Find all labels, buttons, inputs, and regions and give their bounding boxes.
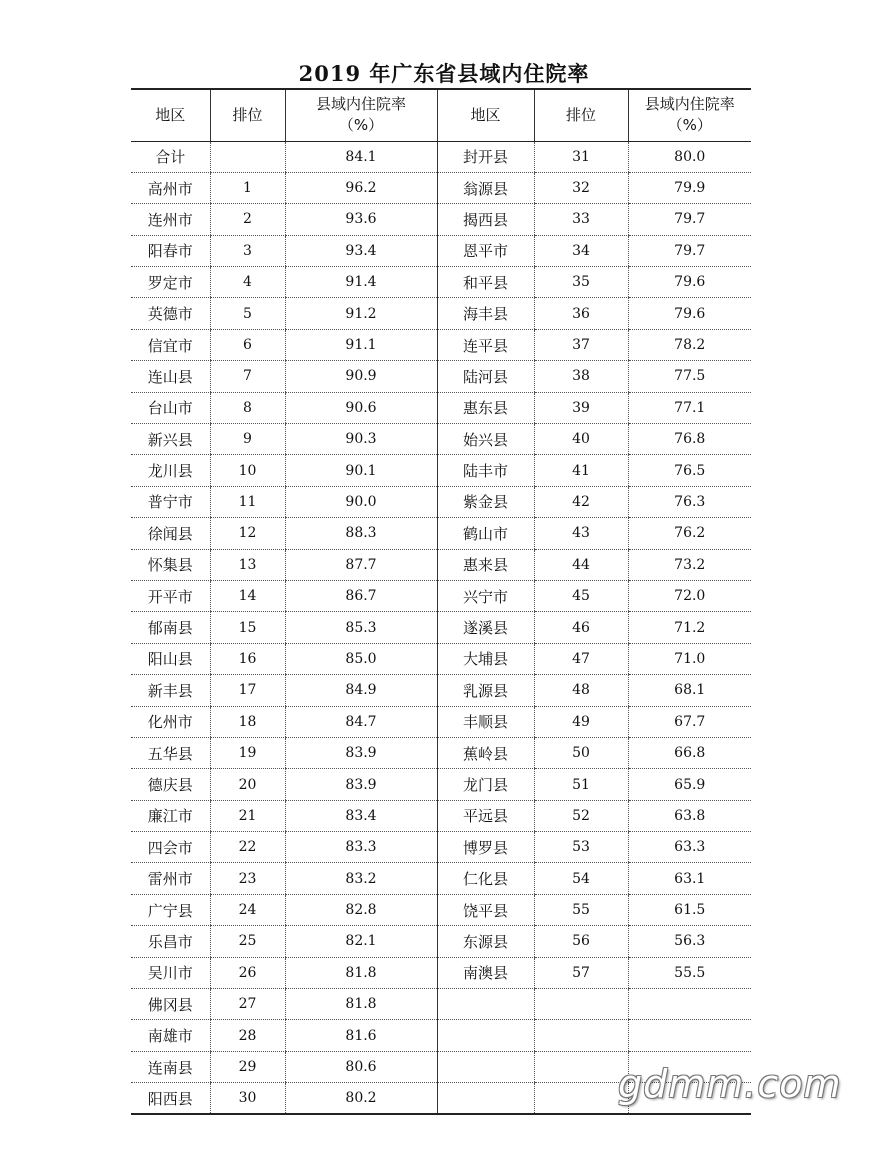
- table-row: [131, 392, 751, 423]
- rate-cell: 55.5: [628, 957, 751, 988]
- region-cell: 博罗县: [437, 832, 534, 863]
- rate-cell: 71.0: [628, 643, 751, 674]
- rank-cell: [534, 989, 628, 1020]
- table-row: [131, 518, 751, 549]
- rate-cell: 82.1: [285, 926, 437, 957]
- region-cell: 徐闻县: [131, 518, 210, 549]
- rank-cell: 6: [210, 329, 285, 360]
- region-cell: 连州市: [131, 204, 210, 235]
- table-row: [131, 549, 751, 580]
- rate-cell: 76.8: [628, 424, 751, 455]
- rank-cell: 29: [210, 1051, 285, 1082]
- region-cell: 东源县: [437, 926, 534, 957]
- region-cell: 惠来县: [437, 549, 534, 580]
- region-cell: 始兴县: [437, 424, 534, 455]
- table-row: [131, 643, 751, 674]
- rank-cell: 20: [210, 769, 285, 800]
- rate-cell: 81.8: [285, 989, 437, 1020]
- page-title: 2019 年广东省县域内住院率: [298, 61, 590, 86]
- region-cell: 南雄市: [131, 1020, 210, 1051]
- region-cell: 佛冈县: [131, 989, 210, 1020]
- rank-cell: 51: [534, 769, 628, 800]
- rank-cell: 36: [534, 298, 628, 329]
- region-cell: 南澳县: [437, 957, 534, 988]
- region-cell: 阳山县: [131, 643, 210, 674]
- rank-cell: 11: [210, 486, 285, 517]
- rate-cell: 80.2: [285, 1083, 437, 1114]
- rate-cell: 63.3: [628, 832, 751, 863]
- region-cell: 雷州市: [131, 863, 210, 894]
- region-cell: 兴宁市: [437, 580, 534, 611]
- table-row: [131, 769, 751, 800]
- rank-cell: 24: [210, 894, 285, 925]
- region-cell: 罗定市: [131, 267, 210, 298]
- rank-cell: 52: [534, 800, 628, 831]
- region-cell: 平远县: [437, 800, 534, 831]
- rank-cell: 43: [534, 518, 628, 549]
- rank-cell: 42: [534, 486, 628, 517]
- rate-cell: 83.9: [285, 769, 437, 800]
- rank-cell: 22: [210, 832, 285, 863]
- rate-cell: 83.9: [285, 737, 437, 768]
- rank-cell: 46: [534, 612, 628, 643]
- rank-cell: 30: [210, 1083, 285, 1114]
- rank-cell: 19: [210, 737, 285, 768]
- rank-cell: 34: [534, 235, 628, 266]
- table-row: [131, 832, 751, 863]
- rate-cell: 76.3: [628, 486, 751, 517]
- rate-cell: 90.6: [285, 392, 437, 423]
- rank-cell: 1: [210, 172, 285, 203]
- rank-cell: 47: [534, 643, 628, 674]
- rank-cell: 53: [534, 832, 628, 863]
- rank-cell: 33: [534, 204, 628, 235]
- rank-cell: [534, 1020, 628, 1051]
- table-row: [131, 737, 751, 768]
- region-cell: 连平县: [437, 329, 534, 360]
- rank-cell: 27: [210, 989, 285, 1020]
- table-row: [131, 455, 751, 486]
- rate-cell: 66.8: [628, 737, 751, 768]
- region-cell: 连山县: [131, 361, 210, 392]
- rank-cell: 28: [210, 1020, 285, 1051]
- rank-cell: 45: [534, 580, 628, 611]
- rate-cell: 93.6: [285, 204, 437, 235]
- site-watermark: gdmm.com: [618, 1062, 842, 1106]
- region-cell: 合计: [131, 141, 210, 172]
- rate-cell: 80.6: [285, 1051, 437, 1082]
- rate-cell: 77.5: [628, 361, 751, 392]
- rank-cell: 31: [534, 141, 628, 172]
- rank-cell: 12: [210, 518, 285, 549]
- rate-cell: 84.9: [285, 675, 437, 706]
- rank-cell: 16: [210, 643, 285, 674]
- rate-cell: 85.0: [285, 643, 437, 674]
- rank-cell: 7: [210, 361, 285, 392]
- rate-cell: 72.0: [628, 580, 751, 611]
- region-cell: 四会市: [131, 832, 210, 863]
- rank-cell: 49: [534, 706, 628, 737]
- table-row: [131, 957, 751, 988]
- region-cell: 乳源县: [437, 675, 534, 706]
- column-header-rank: 排位: [210, 89, 285, 141]
- rate-cell: 93.4: [285, 235, 437, 266]
- rate-cell: 85.3: [285, 612, 437, 643]
- region-cell: [437, 1020, 534, 1051]
- region-cell: 陆丰市: [437, 455, 534, 486]
- rate-cell: 79.7: [628, 235, 751, 266]
- table-row: [131, 675, 751, 706]
- region-cell: 广宁县: [131, 894, 210, 925]
- rank-cell: 8: [210, 392, 285, 423]
- rate-cell: 63.8: [628, 800, 751, 831]
- rank-cell: 41: [534, 455, 628, 486]
- region-cell: [437, 1051, 534, 1082]
- rate-header-line1: 县域内住院率: [644, 95, 735, 114]
- rank-cell: 37: [534, 329, 628, 360]
- table-row: [131, 894, 751, 925]
- rank-cell: 44: [534, 549, 628, 580]
- table-row: [131, 298, 751, 329]
- table-row: [131, 172, 751, 203]
- rank-cell: 25: [210, 926, 285, 957]
- rank-cell: 2: [210, 204, 285, 235]
- region-cell: 高州市: [131, 172, 210, 203]
- rate-cell: 61.5: [628, 894, 751, 925]
- rate-cell: 83.4: [285, 800, 437, 831]
- rate-cell: 81.8: [285, 957, 437, 988]
- rate-cell: 90.0: [285, 486, 437, 517]
- rate-cell: 90.3: [285, 424, 437, 455]
- rank-cell: 50: [534, 737, 628, 768]
- rate-cell: 91.2: [285, 298, 437, 329]
- table-row: [131, 926, 751, 957]
- rank-cell: 18: [210, 706, 285, 737]
- rank-cell: 40: [534, 424, 628, 455]
- rate-cell: 80.0: [628, 141, 751, 172]
- region-cell: 遂溪县: [437, 612, 534, 643]
- rate-cell: [628, 1020, 751, 1051]
- region-cell: 鹤山市: [437, 518, 534, 549]
- table-row: [131, 706, 751, 737]
- region-cell: 翁源县: [437, 172, 534, 203]
- table-header-row: [131, 89, 751, 141]
- region-cell: 怀集县: [131, 549, 210, 580]
- table-row: [131, 235, 751, 266]
- rank-cell: [534, 1051, 628, 1082]
- region-cell: 廉江市: [131, 800, 210, 831]
- rate-cell: 56.3: [628, 926, 751, 957]
- region-cell: 连南县: [131, 1051, 210, 1082]
- table-row: [131, 424, 751, 455]
- rate-cell: 87.7: [285, 549, 437, 580]
- column-header-region-right: 地区: [437, 89, 534, 141]
- table-row: [131, 486, 751, 517]
- region-cell: 仁化县: [437, 863, 534, 894]
- rate-cell: 79.6: [628, 267, 751, 298]
- table-row: [131, 863, 751, 894]
- region-cell: 乐昌市: [131, 926, 210, 957]
- region-cell: 惠东县: [437, 392, 534, 423]
- rate-cell: 90.1: [285, 455, 437, 486]
- column-header-rate-right: [628, 89, 751, 141]
- rank-cell: 3: [210, 235, 285, 266]
- table-row: [131, 1020, 751, 1051]
- rate-cell: 76.2: [628, 518, 751, 549]
- region-cell: 五华县: [131, 737, 210, 768]
- region-cell: 新丰县: [131, 675, 210, 706]
- rate-cell: 81.6: [285, 1020, 437, 1051]
- rank-cell: [210, 141, 285, 172]
- rate-cell: 83.2: [285, 863, 437, 894]
- rate-cell: 82.8: [285, 894, 437, 925]
- rank-cell: 55: [534, 894, 628, 925]
- rate-cell: 79.9: [628, 172, 751, 203]
- rank-cell: 21: [210, 800, 285, 831]
- rank-cell: 15: [210, 612, 285, 643]
- rate-header-line2: （%）: [667, 116, 712, 135]
- region-cell: 饶平县: [437, 894, 534, 925]
- rank-cell: 13: [210, 549, 285, 580]
- region-cell: [437, 1083, 534, 1114]
- region-cell: 龙门县: [437, 769, 534, 800]
- region-cell: 阳西县: [131, 1083, 210, 1114]
- rank-cell: 48: [534, 675, 628, 706]
- rate-header-line1: 县域内住院率: [315, 95, 406, 114]
- rank-cell: [534, 1083, 628, 1114]
- rate-cell: 71.2: [628, 612, 751, 643]
- hospitalization-rate-table: [131, 88, 751, 1115]
- region-cell: 德庆县: [131, 769, 210, 800]
- table-row: [131, 989, 751, 1020]
- region-cell: 英德市: [131, 298, 210, 329]
- rank-cell: 38: [534, 361, 628, 392]
- rate-cell: 68.1: [628, 675, 751, 706]
- rank-cell: 39: [534, 392, 628, 423]
- rank-cell: 23: [210, 863, 285, 894]
- region-cell: 揭西县: [437, 204, 534, 235]
- region-cell: 陆河县: [437, 361, 534, 392]
- rate-header-line2: （%）: [338, 116, 384, 135]
- rate-cell: 96.2: [285, 172, 437, 203]
- rank-cell: 14: [210, 580, 285, 611]
- column-header-rate: [285, 89, 437, 141]
- table-body: [131, 141, 751, 1114]
- region-cell: 海丰县: [437, 298, 534, 329]
- rank-cell: 32: [534, 172, 628, 203]
- column-header-rank-right: 排位: [534, 89, 628, 141]
- table-row: [131, 361, 751, 392]
- rank-cell: 35: [534, 267, 628, 298]
- rate-cell: 90.9: [285, 361, 437, 392]
- region-cell: 丰顺县: [437, 706, 534, 737]
- table-row: [131, 267, 751, 298]
- rate-cell: 91.1: [285, 329, 437, 360]
- region-cell: 化州市: [131, 706, 210, 737]
- table-row: [131, 612, 751, 643]
- table-row: [131, 800, 751, 831]
- rate-cell: 84.1: [285, 141, 437, 172]
- rate-cell: 84.7: [285, 706, 437, 737]
- table-row: [131, 204, 751, 235]
- region-cell: 恩平市: [437, 235, 534, 266]
- table-row: [131, 141, 751, 172]
- rank-cell: 5: [210, 298, 285, 329]
- region-cell: 吴川市: [131, 957, 210, 988]
- rank-cell: 57: [534, 957, 628, 988]
- rank-cell: 9: [210, 424, 285, 455]
- table-row: [131, 329, 751, 360]
- rate-cell: 86.7: [285, 580, 437, 611]
- rate-cell: 88.3: [285, 518, 437, 549]
- table-row: [131, 580, 751, 611]
- rate-cell: 67.7: [628, 706, 751, 737]
- rate-cell: 63.1: [628, 863, 751, 894]
- region-cell: 郁南县: [131, 612, 210, 643]
- rank-cell: 26: [210, 957, 285, 988]
- region-cell: [437, 989, 534, 1020]
- region-cell: 龙川县: [131, 455, 210, 486]
- region-cell: 台山市: [131, 392, 210, 423]
- rate-cell: 79.6: [628, 298, 751, 329]
- rate-cell: [628, 989, 751, 1020]
- region-cell: 紫金县: [437, 486, 534, 517]
- region-cell: 封开县: [437, 141, 534, 172]
- region-cell: 和平县: [437, 267, 534, 298]
- rate-cell: 76.5: [628, 455, 751, 486]
- region-cell: 蕉岭县: [437, 737, 534, 768]
- rate-cell: 65.9: [628, 769, 751, 800]
- region-cell: 普宁市: [131, 486, 210, 517]
- rank-cell: 10: [210, 455, 285, 486]
- region-cell: 新兴县: [131, 424, 210, 455]
- rate-cell: 78.2: [628, 329, 751, 360]
- rank-cell: 54: [534, 863, 628, 894]
- rate-cell: 91.4: [285, 267, 437, 298]
- rate-cell: 73.2: [628, 549, 751, 580]
- region-cell: 信宜市: [131, 329, 210, 360]
- region-cell: 开平市: [131, 580, 210, 611]
- region-cell: 大埔县: [437, 643, 534, 674]
- rate-cell: 77.1: [628, 392, 751, 423]
- region-cell: 阳春市: [131, 235, 210, 266]
- rank-cell: 4: [210, 267, 285, 298]
- rate-cell: 79.7: [628, 204, 751, 235]
- rank-cell: 17: [210, 675, 285, 706]
- rank-cell: 56: [534, 926, 628, 957]
- column-header-region: 地区: [131, 89, 210, 141]
- rate-cell: 83.3: [285, 832, 437, 863]
